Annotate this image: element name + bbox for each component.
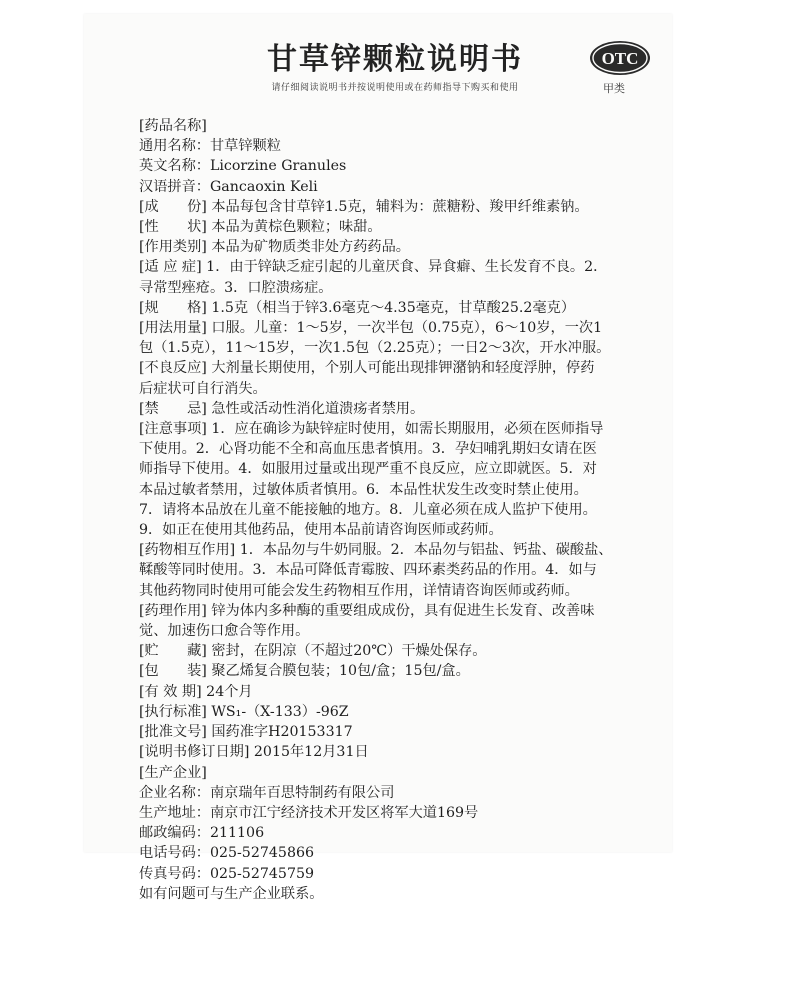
text-line: [用法用量] 口服。儿童：1～5岁，一次半包（0.75克），6～10岁，一次1: [139, 320, 603, 337]
otc-class-label: 甲类: [603, 82, 625, 95]
text-line: 觉、加速伤口愈合等作用。: [139, 623, 310, 640]
text-line: [药品名称]: [139, 118, 207, 134]
text-line: [药物相互作用] 1．本品勿与牛奶同服。2．本品勿与铝盐、钙盐、碳酸盐、: [139, 542, 613, 559]
text-line: 师指导下使用。4．如服用过量或出现严重不良反应，应立即就医。5．对: [139, 461, 597, 478]
text-line: [包 装] 聚乙烯复合膜包装；10包/盒；15包/盒。: [139, 663, 470, 680]
text-line: [生产企业]: [139, 764, 207, 781]
text-line: [药理作用] 锌为体内多种酶的重要组成成份，具有促进生长发育、改善味: [139, 602, 595, 619]
text-line: [性 状] 本品为黄棕色颗粒；味甜。: [139, 219, 382, 236]
text-line: 寻常型痤疮。3．口腔溃疡症。: [139, 279, 333, 296]
text-line: [不良反应] 大剂量长期使用，个别人可能出现排钾潴钠和轻度浮肿，停药: [139, 360, 595, 377]
text-line: 英文名称：Licorzine Granules: [139, 158, 347, 175]
text-line: [有 效 期] 24个月: [139, 683, 253, 700]
text-line: [作用类别] 本品为矿物质类非处方药药品。: [139, 239, 410, 256]
leaflet-subtitle: 请仔细阅读说明书并按说明使用或在药师指导下购买和使用: [271, 83, 519, 93]
text-line: [贮 藏] 密封，在阴凉（不超过20℃）干燥处保存。: [139, 643, 487, 660]
text-line: 本品过敏者禁用，过敏体质者慎用。6．本品性状发生改变时禁止使用。: [139, 481, 588, 498]
text-line: 如有问题可与生产企业联系。: [139, 885, 324, 902]
otc-mark-text: OTC: [601, 49, 639, 68]
text-line: [禁 忌] 急性或活动性消化道溃疡者禁用。: [139, 400, 425, 417]
text-line: 下使用。2．心肾功能不全和高血压患者慎用。3．孕妇哺乳期妇女请在医: [139, 441, 597, 458]
text-line: 后症状可自行消失。: [139, 380, 267, 397]
text-line: [适 应 症] 1．由于锌缺乏症引起的儿童厌食、异食癖、生长发育不良。2．: [139, 259, 608, 276]
leaflet-title: 甘草锌颗粒说明书: [267, 42, 523, 77]
text-line: [注意事项] 1．应在确诊为缺锌症时使用，如需长期服用，必须在医师指导: [139, 421, 604, 438]
text-line: 邮政编码：211106: [139, 825, 265, 842]
text-line: 企业名称：南京瑞年百思特制药有限公司: [139, 784, 395, 801]
text-line: 包（1.5克），11～15岁，一次1.5包（2.25克）；一日2～3次，开水冲服。: [139, 340, 611, 357]
text-line: 生产地址：南京市江宁经济技术开发区将军大道169号: [139, 804, 479, 821]
text-line: [规 格] 1.5克（相当于锌3.6毫克～4.35毫克，甘草酸25.2毫克）: [139, 299, 576, 316]
text-line: [说明书修订日期] 2015年12月31日: [139, 744, 369, 761]
text-line: 汉语拼音：Gancaoxin Keli: [139, 178, 318, 195]
text-line: [执行标准] WS₁-（X-133）-96Z: [139, 703, 349, 720]
text-line: 通用名称：甘草锌颗粒: [139, 138, 281, 155]
text-line: [成 份] 本品每包含甘草锌1.5克，辅料为：蔗糖粉、羧甲纤维素钠。: [139, 198, 589, 215]
text-line: 7．请将本品放在儿童不能接触的地方。8．儿童必须在成人监护下使用。: [139, 501, 597, 518]
otc-badge-icon: [588, 38, 652, 78]
text-line: 传真号码：025-52745759: [139, 865, 315, 882]
leaflet-body: [139, 116, 667, 904]
text-line: 鞣酸等同时使用。3．本品可降低青霉胺、四环素类药品的作用。4．如与: [139, 562, 597, 579]
text-line: 其他药物同时使用可能会发生药物相互作用，详情请咨询医师或药师。: [139, 582, 579, 599]
text-line: 9．如正在使用其他药品，使用本品前请咨询医师或药师。: [139, 522, 503, 539]
text-line: [批准文号] 国药准字H20153317: [139, 724, 353, 741]
text-line: 电话号码：025-52745866: [139, 845, 315, 862]
